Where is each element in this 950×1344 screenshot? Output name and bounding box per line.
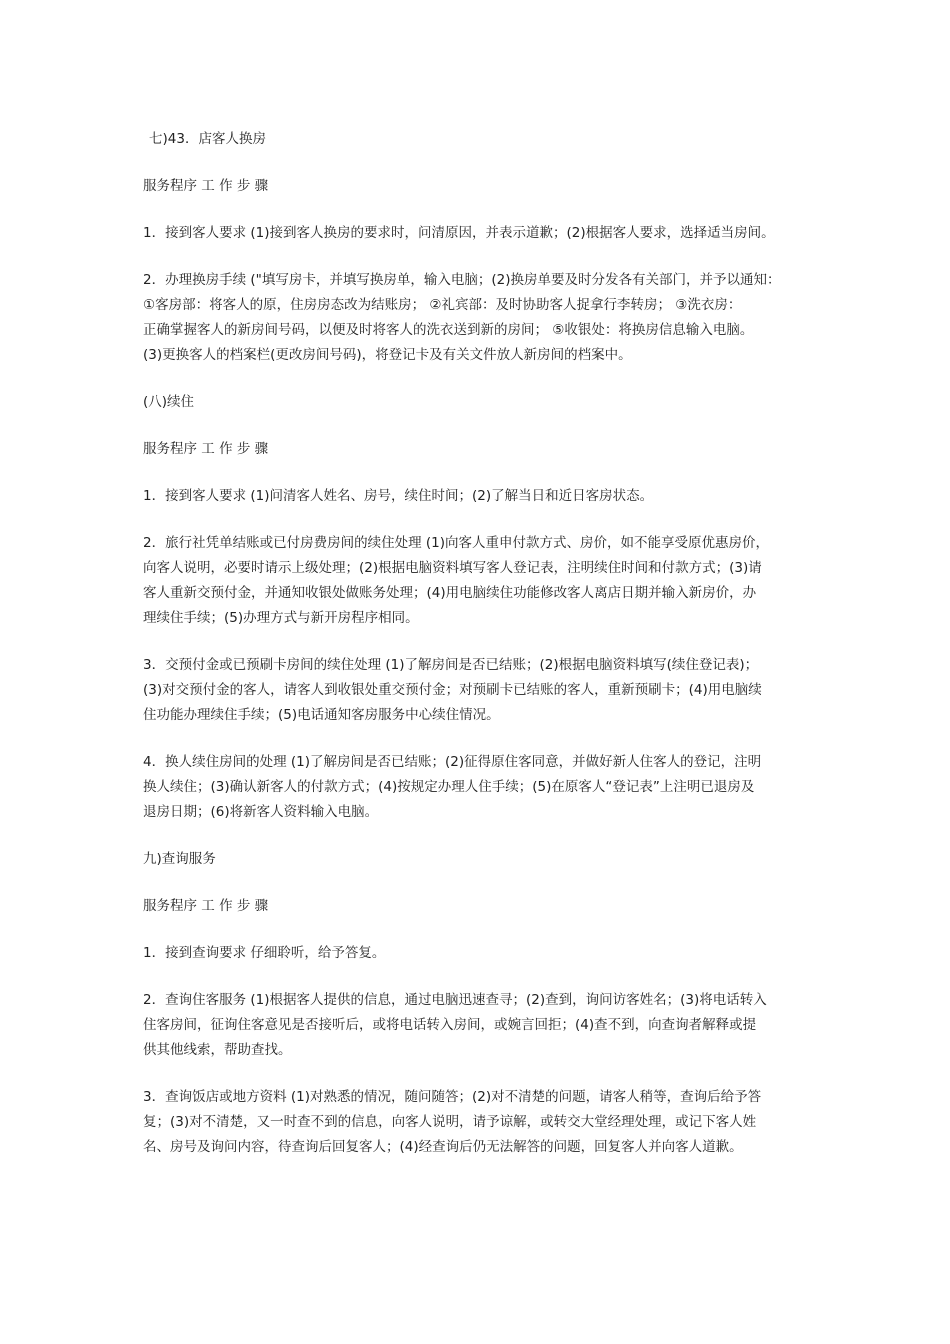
paragraph-line: 住功能办理续住手续；(5)电话通知客房服务中心续住情况。 [143,707,500,723]
paragraph-line: (3)对交预付金的客人，请客人到收银处重交预付金；对预刷卡已结账的客人，重新预刷卡；(4)用电脑续 [143,682,762,698]
paragraph [143,1085,813,1160]
paragraph [143,268,813,368]
paragraph-line: 供其他线索，帮助查找。 [143,1042,292,1058]
paragraph-line: 向客人说明，必要时请示上级处理；(2)根据电脑资料填写客人登记表，注明续住时间和付款方式；(3)请 [143,560,762,576]
paragraph-line: 1．接到客人要求 (1)接到客人换房的要求时，问清原因，并表示道歉；(2)根据客人要求，选择适当房间。 [143,225,775,241]
paragraph-line: 正确掌握客人的新房间号码，以便及时将客人的洗衣送到新的房间； ⑤收银处：将换房信息输入电脑。 [143,322,754,338]
section-subtitle: 服务程序 工 作 步 骤 [143,898,269,914]
paragraph-line: 换人续住；(3)确认新客人的付款方式；(4)按规定办理人住手续；(5)在原客人“登记表”上注明已退房及 [143,779,755,795]
paragraph-line: 2．旅行社凭单结账或已付房费房间的续住处理 (1)向客人重申付款方式、房价，如不能享受原优惠房价， [143,535,770,551]
paragraph-line: 复；(3)对不清楚，又一时查不到的信息，向客人说明，请予谅解，或转交大堂经理处理，或记下客人姓 [143,1114,757,1130]
paragraph-line: 名、房号及询问内容，待查询后回复客人；(4)经查询后仍无法解答的问题，回复客人并向客人道歉。 [143,1139,743,1155]
paragraph-line: (3)更换客人的档案栏(更改房间号码)，将登记卡及有关文件放人新房间的档案中。 [143,347,632,363]
paragraph [143,750,813,825]
paragraph-line: 住客房间，征询住客意见是否接听后，或将电话转入房间，或婉言回拒；(4)查不到，向查询者解释或提 [143,1017,757,1033]
paragraph-line: 2．查询住客服务 (1)根据客人提供的信息，通过电脑迅速查寻；(2)查到，询问访客姓名；(3)将电话转入 [143,992,767,1008]
document-page [143,127,813,1160]
section-title: 七)43．店客人换房 [149,131,266,147]
paragraph-line: 4．换人续住房间的处理 (1)了解房间是否已结账；(2)征得原住客同意，并做好新人住客人的登记，注明 [143,754,762,770]
paragraph-line: 3．交预付金或已预刷卡房间的续住处理 (1)了解房间是否已结账；(2)根据电脑资料填写(续住登记表)； [143,657,759,673]
paragraph [143,531,813,631]
paragraph-line: 1．接到客人要求 (1)问清客人姓名、房号，续住时间；(2)了解当日和近日客房状态。 [143,488,654,504]
paragraph [143,484,813,509]
paragraph-line: 1．接到查询要求 仔细聆听，给予答复。 [143,945,386,961]
paragraph-line: ①客房部：将客人的原，住房房态改为结账房； ②礼宾部：及时协助客人捉拿行李转房； ③洗衣房： [143,297,742,313]
section-title: 九)查询服务 [143,851,216,867]
paragraph-line: 退房日期；(6)将新客人资料输入电脑。 [143,804,379,820]
paragraph [143,941,813,966]
paragraph-line: 3．查询饭店或地方资料 (1)对熟悉的情况，随问随答；(2)对不清楚的问题，请客人稍等，查询后给予答 [143,1089,762,1105]
paragraph [143,653,813,728]
section-subtitle: 服务程序 工 作 步 骤 [143,441,269,457]
section-subtitle: 服务程序 工 作 步 骤 [143,178,269,194]
paragraph-line: 理续住手续；(5)办理方式与新开房程序相同。 [143,610,419,626]
paragraph [143,221,813,246]
paragraph-line: 2．办理换房手续 ("填写房卡，并填写换房单，输入电脑；(2)换房单要及时分发各有关部门，并予以通知： [143,272,781,288]
section-title: (八)续住 [143,394,195,410]
paragraph-line: 客人重新交预付金，并通知收银处做账务处理；(4)用电脑续住功能修改客人离店日期并输入新房价，办 [143,585,757,601]
paragraph [143,988,813,1063]
